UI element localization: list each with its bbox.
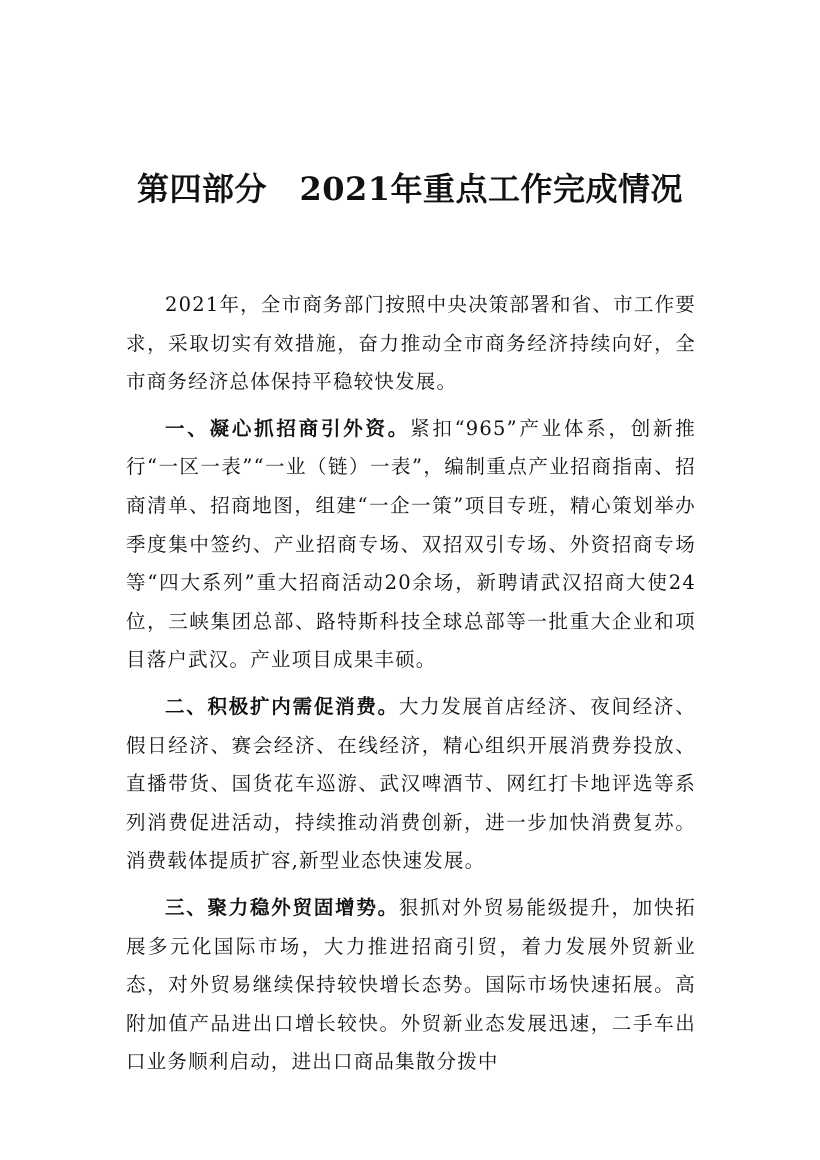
paragraph-text: 狠抓对外贸易能级提升，加快拓展多元化国际市场，大力推进招商引贸，着力发展外贸新业态，对外贸易继续保持较快增长态势。国际市场快速拓展。高附加值产品进出口增长较快。外贸新业态发展迅速，二手车出口业务顺利启动，进出口商品集散分拨中 <box>126 895 696 1074</box>
page-title: 第四部分 2021年重点工作完成情况 <box>136 170 684 208</box>
paragraph-consumption <box>126 688 696 881</box>
paragraph-lead: 二、积极扩内需促消费。 <box>165 694 399 718</box>
paragraph-intro <box>126 286 696 402</box>
paragraph-text: 大力发展首店经济、夜间经济、假日经济、赛会经济、在线经济，精心组织开展消费券投放、直播带货、国货花车巡游、武汉啤酒节、网红打卡地评选等系列消费促进活动，持续推动消费创新，进一步加快消费复苏。消费载体提质扩容,新型业态快速发展。 <box>126 694 696 873</box>
paragraph-text: 2021年，全市商务部门按照中央决策部署和省、市工作要求，采取切实有效措施，奋力推动全市商务经济持续向好，全市商务经济总体保持平稳较快发展。 <box>126 293 696 394</box>
paragraph-lead: 三、聚力稳外贸固增势。 <box>165 895 399 919</box>
paragraph-investment <box>126 410 696 680</box>
paragraph-text: 紧扣“965”产业体系，创新推行“一区一表”“一业（链）一表”，编制重点产业招商指南、招商清单、招商地图，组建“一企一策”项目专班，精心策划举办季度集中签约、产业招商专场、双招双引专场、外资招商专场等“四大系列”重大招商活动20余场，新聘请武汉招商大使24位，三峡集团总部、路特斯科技全球总部等一批重大企业和项目落户武汉。产业项目成果丰硕。 <box>126 416 696 672</box>
document-body <box>126 286 696 1090</box>
paragraph-lead: 一、凝心抓招商引外资。 <box>165 416 411 440</box>
paragraph-foreign-trade <box>126 889 696 1082</box>
